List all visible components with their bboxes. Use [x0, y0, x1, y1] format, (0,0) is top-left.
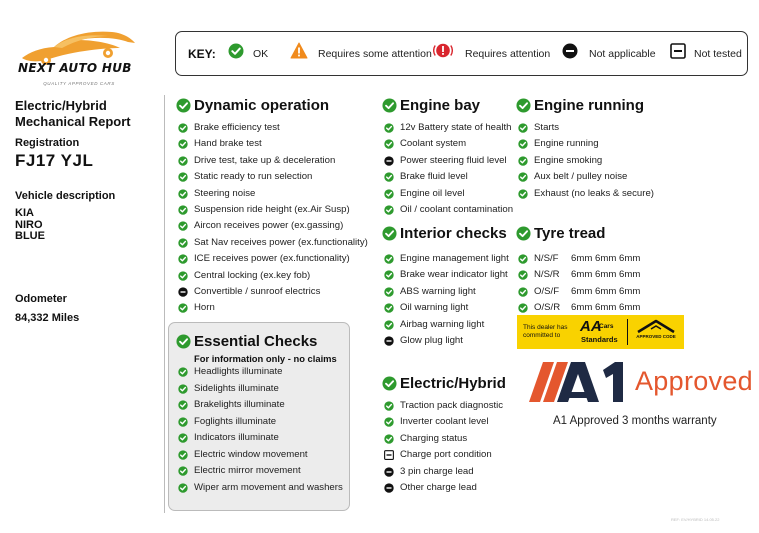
ok-check-icon	[178, 483, 188, 493]
ok-check-icon	[178, 172, 188, 182]
a1-approved-text: Approved	[635, 366, 753, 396]
check-item-label: Steering noise	[194, 187, 256, 199]
check-item-label: Convertible / sunroof electrics	[194, 286, 321, 297]
key-label: KEY:	[188, 47, 216, 61]
section-title-interior: Interior checks	[400, 225, 507, 242]
aa-standards-text: Standards	[581, 335, 618, 344]
vehicle-description	[15, 208, 45, 243]
ok-check-icon	[178, 367, 188, 377]
brand-tagline: QUALITY APPROVED CARS	[43, 81, 115, 86]
tyre-position: O/S/F	[534, 285, 560, 297]
ok-check-icon	[384, 320, 394, 330]
tyre-tread-value: 6mm	[571, 302, 593, 314]
key-some-attention-label: Requires some attention	[318, 48, 432, 60]
ok-check-icon	[518, 287, 528, 297]
ok-check-icon	[384, 401, 394, 411]
vehicle-colour: BLUE	[15, 230, 45, 242]
odometer-label: Odometer	[15, 293, 67, 305]
check-item-label: Engine management light	[400, 253, 509, 264]
section-title-electric: Electric/Hybrid	[400, 375, 506, 392]
check-item-label: Suspension ride height (ex.Air Susp)	[194, 204, 350, 215]
ok-check-icon	[178, 384, 188, 394]
section-title-tyres: Tyre tread	[534, 225, 606, 242]
column-divider	[164, 95, 165, 513]
check-item-label: Engine running	[534, 138, 599, 150]
check-item-label: Sidelights illuminate	[194, 382, 279, 394]
ok-check-icon	[178, 221, 188, 231]
tyre-tread-value: 6mm	[571, 269, 593, 281]
ok-check-icon	[384, 189, 394, 199]
check-item-label: Other charge lead	[400, 482, 477, 493]
tyre-tread-value: 6mm	[571, 285, 593, 297]
check-item-label: Brake wear indicator light	[400, 269, 508, 281]
check-item-label: 3 pin charge lead	[400, 465, 474, 477]
section-ok-icon	[516, 226, 531, 241]
check-item-label: Engine smoking	[534, 154, 603, 166]
section-ok-icon	[382, 98, 397, 113]
not-tested-icon	[384, 450, 394, 460]
ok-check-icon	[178, 254, 188, 264]
check-item-label: Electric mirror movement	[194, 465, 301, 476]
section-ok-icon	[382, 376, 397, 391]
a1-approved-logo	[527, 360, 631, 404]
not-applicable-icon	[178, 287, 188, 297]
ok-check-icon	[178, 466, 188, 476]
not-applicable-icon	[384, 156, 394, 166]
check-item-label: Wiper arm movement and washers	[194, 481, 343, 493]
tyre-tread-value: 6mm	[619, 302, 641, 314]
check-item-label: Brakelights illuminate	[194, 399, 285, 410]
ok-check-icon	[178, 189, 188, 199]
ok-check-icon	[518, 189, 528, 199]
key-attention-label: Requires attention	[465, 48, 551, 60]
tyre-tread-value: 6mm	[595, 269, 617, 281]
ok-check-icon	[518, 156, 528, 166]
aa-logo: AA	[580, 318, 602, 335]
check-item-label: Engine oil level	[400, 187, 465, 199]
check-item-label: Charge port condition	[400, 449, 492, 461]
section-ok-icon	[176, 98, 191, 113]
ok-check-icon	[228, 43, 244, 59]
ok-check-icon	[178, 123, 188, 133]
brand-name: NEXT AUTO HUB	[18, 61, 132, 75]
check-item-label: Aircon receives power (ex.gassing)	[194, 220, 344, 232]
check-item-label: Static ready to run selection	[194, 171, 313, 183]
check-item-label: Horn	[194, 302, 215, 314]
ok-check-icon	[518, 270, 528, 280]
aa-badge-text	[523, 324, 567, 340]
a1-warranty-text: A1 Approved 3 months warranty	[553, 415, 717, 427]
tyre-tread-value: 6mm	[595, 285, 617, 297]
tyre-tread-value: 6mm	[595, 302, 617, 314]
aa-divider	[627, 319, 628, 345]
check-item-label: Exhaust (no leaks & secure)	[534, 187, 654, 199]
check-item-label: Glow plug light	[400, 335, 463, 346]
not-tested-icon	[670, 43, 686, 59]
check-item-label: ICE receives power (ex.functionality)	[194, 253, 350, 265]
ok-check-icon	[384, 205, 394, 215]
tyre-tread-value: 6mm	[595, 253, 617, 264]
warning-triangle-icon	[290, 42, 308, 59]
odometer-value: 84,332 Miles	[15, 312, 80, 324]
ok-check-icon	[178, 417, 188, 427]
check-item-label: Foglights illuminate	[194, 415, 277, 427]
ok-check-icon	[384, 139, 394, 149]
section-ok-icon	[176, 334, 191, 349]
ok-check-icon	[384, 303, 394, 313]
check-item-label: Oil / coolant contamination	[400, 204, 514, 215]
check-item-label: Inverter coolant level	[400, 416, 489, 428]
check-item-label: Brake fluid level	[400, 171, 468, 183]
ok-check-icon	[384, 172, 394, 182]
ok-check-icon	[178, 433, 188, 443]
check-item-label: Indicators illuminate	[194, 432, 279, 443]
check-item-label: Airbag warning light	[400, 318, 485, 330]
section-title-essential: Essential Checks	[194, 333, 318, 350]
check-item-label: Hand brake test	[194, 138, 262, 150]
check-item-label: Charging status	[400, 432, 468, 444]
ok-check-icon	[178, 156, 188, 166]
section-ok-icon	[382, 226, 397, 241]
ok-check-icon	[178, 271, 188, 281]
key-not-tested-label: Not tested	[694, 48, 742, 60]
section-title-dynamic: Dynamic operation	[194, 97, 330, 114]
not-applicable-icon	[562, 43, 578, 59]
vehicle-description-label: Vehicle description	[15, 190, 116, 202]
key-not-applicable-label: Not applicable	[589, 48, 656, 60]
tyre-position: O/S/R	[534, 302, 561, 314]
ok-check-icon	[178, 400, 188, 410]
check-item-label: ABS warning light	[400, 285, 476, 297]
ok-check-icon	[178, 450, 188, 460]
check-item-label: Central locking (ex.key fob)	[194, 269, 311, 281]
ok-check-icon	[384, 417, 394, 427]
ok-check-icon	[518, 139, 528, 149]
ok-check-icon	[518, 303, 528, 313]
ok-check-icon	[178, 205, 188, 215]
check-item-label: Aux belt / pulley noise	[534, 171, 628, 183]
check-item-label: Power steering fluid level	[400, 154, 507, 166]
tyre-tread-value: 6mm	[619, 285, 641, 297]
footer-reference: REF: EV/HYBRID 14.05.22	[671, 517, 720, 522]
check-item-label: Coolant system	[400, 138, 467, 150]
approved-code-roof-icon	[634, 318, 678, 334]
attention-alert-icon	[433, 42, 453, 59]
section-title-engine-running: Engine running	[534, 97, 644, 114]
key-ok-label: OK	[253, 48, 269, 60]
tyre-position: N/S/R	[534, 269, 560, 281]
check-item-label: Brake efficiency test	[194, 122, 280, 133]
aa-badge-line1: This dealer has	[523, 324, 568, 331]
check-item-label: Starts	[534, 122, 560, 133]
ok-check-icon	[384, 123, 394, 133]
ok-check-icon	[384, 434, 394, 444]
ok-check-icon	[178, 238, 188, 248]
ok-check-icon	[518, 123, 528, 133]
not-applicable-icon	[384, 483, 394, 493]
ok-check-icon	[384, 270, 394, 280]
ok-check-icon	[178, 303, 188, 313]
check-item-label: 12v Battery state of health	[400, 122, 512, 133]
registration-label: Registration	[15, 137, 80, 149]
check-item-label: Electric window movement	[194, 448, 308, 460]
check-item-label: Headlights illuminate	[194, 366, 283, 377]
section-title-engine-bay: Engine bay	[400, 97, 481, 114]
not-applicable-icon	[384, 467, 394, 477]
not-applicable-icon	[384, 336, 394, 346]
check-item-label: Drive test, take up & deceleration	[194, 154, 336, 166]
tyre-tread-value: 6mm	[571, 253, 593, 264]
essential-subtitle: For information only - no claims	[194, 353, 337, 364]
report-title-line1: Electric/Hybrid	[15, 98, 107, 113]
report-title-line2: Mechanical Report	[15, 114, 131, 129]
registration-value: FJ17 YJL	[15, 151, 94, 170]
tyre-tread-value: 6mm	[619, 253, 641, 264]
ok-check-icon	[384, 287, 394, 297]
check-item-label: Traction pack diagnostic	[400, 400, 504, 411]
vehicle-model: NIRO	[15, 218, 43, 231]
vehicle-make: KIA	[15, 207, 34, 219]
check-item-label: Oil warning light	[400, 302, 469, 314]
approved-code-text: APPROVED CODE	[636, 334, 676, 339]
ok-check-icon	[518, 172, 528, 182]
tyre-tread-value: 6mm	[619, 269, 641, 281]
ok-check-icon	[384, 254, 394, 264]
report-title	[15, 98, 131, 130]
ok-check-icon	[518, 254, 528, 264]
ok-check-icon	[178, 139, 188, 149]
section-ok-icon	[516, 98, 531, 113]
aa-cars-text: Cars	[599, 323, 614, 330]
aa-badge-line2: committed to	[523, 332, 561, 339]
tyre-position: N/S/F	[534, 253, 559, 264]
check-item-label: Sat Nav receives power (ex.functionality)	[194, 236, 368, 248]
